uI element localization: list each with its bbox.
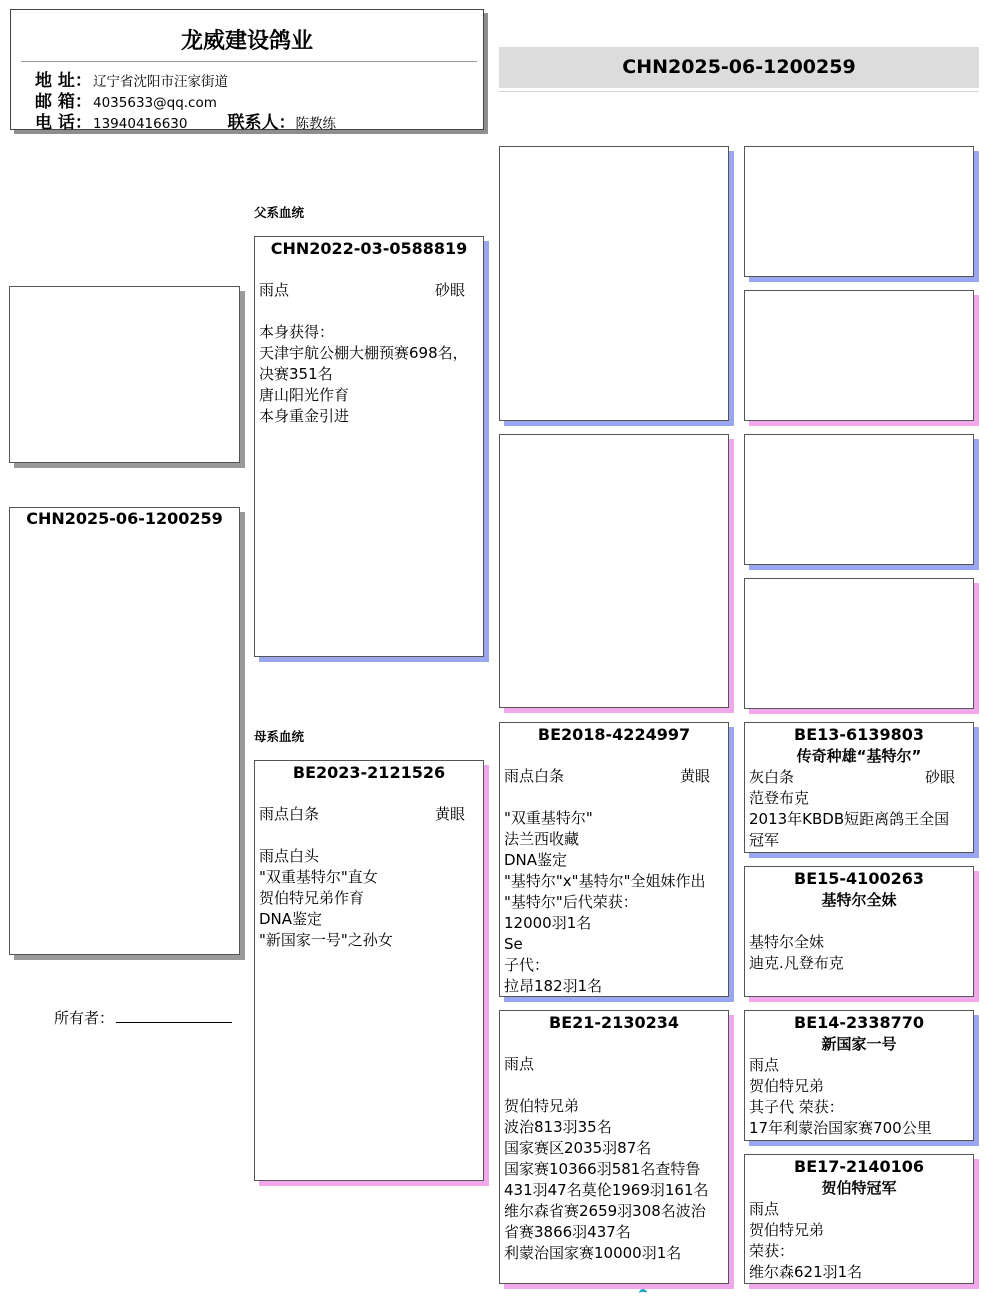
sire-section-label: 父系血统	[254, 205, 305, 220]
note-line: 贺伯特兄弟	[749, 1077, 825, 1095]
dam-ring: BE2023-2121526	[292, 763, 446, 782]
note-line: 子代：	[504, 956, 550, 974]
note-line: DNA鉴定	[259, 910, 323, 928]
note-line: 贺伯特兄弟作育	[259, 889, 365, 907]
dam-sire-card	[499, 722, 729, 997]
header-divider	[21, 61, 477, 62]
dam-sire-color: 雨点白条	[504, 767, 565, 785]
phone-value: 13940416630	[93, 116, 188, 132]
ggp3-color: 雨点	[749, 1056, 780, 1074]
address-value: 辽宁省沈阳市汪家街道	[93, 74, 228, 90]
loft-header-card	[10, 9, 484, 133]
sire-ring: CHN2022-03-0588819	[270, 239, 468, 258]
ggp3-card	[744, 1010, 974, 1141]
address-label: 地 址：	[35, 71, 92, 91]
note-line: 省赛3866羽437名	[504, 1223, 631, 1241]
note-line: DNA鉴定	[504, 851, 568, 869]
note-line: Se	[504, 935, 523, 953]
note-line: 431羽47名莫伦1969羽161名	[504, 1181, 709, 1199]
sire-eye: 砂眼	[434, 281, 465, 299]
email-value: 4035633@qq.com	[93, 95, 217, 111]
ggp4-ring: BE17-2140106	[794, 1157, 924, 1176]
note-line: 波治813羽35名	[504, 1118, 612, 1136]
sire-card	[254, 236, 484, 657]
note-line: 12000羽1名	[504, 914, 592, 932]
note-line: 范登布克	[749, 789, 810, 807]
ggp1-color: 灰白条	[749, 768, 795, 786]
note-line: 利蒙治国家赛10000羽1名	[504, 1244, 682, 1262]
ggp1-nickname: 传奇种雄“基特尔”	[796, 747, 922, 765]
note-line: 冠军	[749, 831, 780, 849]
sire-color-row	[255, 280, 483, 301]
decorative-mark	[639, 1289, 647, 1296]
note-line: 维尔森621羽1名	[749, 1263, 863, 1281]
ggp2-notes	[745, 932, 973, 974]
note-line: 其子代 荣获：	[749, 1098, 844, 1116]
sire-dam-card	[499, 434, 729, 708]
subject-ring: CHN2025-06-1200259	[26, 509, 223, 528]
dam-color-row	[255, 804, 483, 825]
ggp4-nickname: 贺伯特冠军	[821, 1179, 897, 1197]
ggp1-eye: 砂眼	[924, 768, 955, 786]
ggp1-notes	[745, 788, 973, 851]
dam-sire-ring: BE2018-4224997	[537, 725, 691, 744]
note-line: 天津宇航公棚大棚预赛698名，	[259, 344, 468, 362]
dam-eye: 黄眼	[434, 805, 465, 823]
loft-name: 龙威建设鸽业	[180, 29, 313, 54]
sire-color: 雨点	[259, 281, 290, 299]
email-label: 邮 箱：	[35, 92, 92, 112]
note-line: 国家赛10366羽581名查特鲁	[504, 1160, 701, 1178]
sire-sire-card	[499, 146, 729, 421]
owner-field	[54, 1007, 232, 1028]
ggp4-color: 雨点	[749, 1200, 780, 1218]
phone-label: 电 话：	[35, 113, 92, 133]
note-line: "双重基特尔"直女	[259, 868, 378, 886]
dam-dam-color: 雨点	[504, 1055, 535, 1073]
dam-sire-notes	[500, 808, 728, 997]
ggp-sire-sire-sire-card	[744, 146, 974, 277]
dam-sire-color-row	[500, 766, 728, 787]
note-line: "双重基特尔"	[504, 809, 593, 827]
main-ring-underline	[499, 91, 979, 92]
dam-card	[254, 760, 484, 1181]
note-line: 法兰西收藏	[504, 830, 580, 848]
note-line: 荣获：	[749, 1242, 795, 1260]
contact-label: 联系人：	[227, 113, 296, 133]
dam-section-label: 母系血统	[254, 729, 305, 744]
note-line: 17年利蒙治国家赛700公里	[749, 1119, 932, 1137]
note-line: 本身获得：	[259, 323, 335, 341]
note-line: "基特尔"x"基特尔"全姐妹作出	[504, 872, 706, 890]
ggp1-card	[744, 722, 974, 853]
note-line: 贺伯特兄弟	[749, 1221, 825, 1239]
note-line: 基特尔全妹	[749, 933, 825, 951]
ggp-sire-sire-dam-card	[744, 290, 974, 421]
note-line: 唐山阳光作育	[259, 386, 350, 404]
ggp3-ring: BE14-2338770	[794, 1013, 924, 1032]
ggp1-color-row	[745, 767, 973, 788]
note-line: 本身重金引进	[259, 407, 350, 425]
ggp2-ring: BE15-4100263	[794, 869, 924, 888]
ggp3-nickname: 新国家一号	[821, 1035, 897, 1053]
dam-dam-notes	[500, 1096, 728, 1264]
owner-label: 所有者：	[54, 1009, 115, 1027]
ggp2-card	[744, 866, 974, 997]
ggp3-notes	[745, 1055, 973, 1139]
note-line: 决赛351名	[259, 365, 333, 383]
ggp2-nickname: 基特尔全妹	[821, 891, 897, 909]
ggp4-notes	[745, 1199, 973, 1283]
note-line: 雨点白头	[259, 847, 320, 865]
subject-card	[9, 507, 240, 955]
pigeon-photo-box	[9, 286, 240, 463]
dam-sire-eye: 黄眼	[679, 767, 710, 785]
ggp1-ring: BE13-6139803	[794, 725, 924, 744]
main-ring-number: CHN2025-06-1200259	[499, 47, 979, 88]
dam-color: 雨点白条	[259, 805, 320, 823]
ggp4-card	[744, 1154, 974, 1284]
note-line: 贺伯特兄弟	[504, 1097, 580, 1115]
dam-dam-card	[499, 1010, 729, 1284]
note-line: 拉昂182羽1名	[504, 977, 603, 995]
dam-notes	[255, 846, 483, 951]
sire-notes	[255, 322, 483, 427]
contact-value: 陈教练	[295, 116, 336, 132]
note-line: 迪克.凡登布克	[749, 954, 844, 972]
dam-dam-ring: BE21-2130234	[549, 1013, 679, 1032]
note-line: "基特尔"后代荣获：	[504, 893, 638, 911]
phone-row	[35, 108, 336, 133]
note-line: 维尔森省赛2659羽308名波治	[504, 1202, 706, 1220]
note-line: "新国家一号"之孙女	[259, 931, 393, 949]
ggp-sire-dam-sire-card	[744, 434, 974, 565]
dam-dam-color-row	[500, 1054, 728, 1075]
note-line: 国家赛区2035羽87名	[504, 1139, 652, 1157]
owner-blank-line	[116, 1008, 232, 1023]
note-line: 2013年KBDB短距离鸽王全国	[749, 810, 950, 828]
ggp-sire-dam-dam-card	[744, 578, 974, 709]
